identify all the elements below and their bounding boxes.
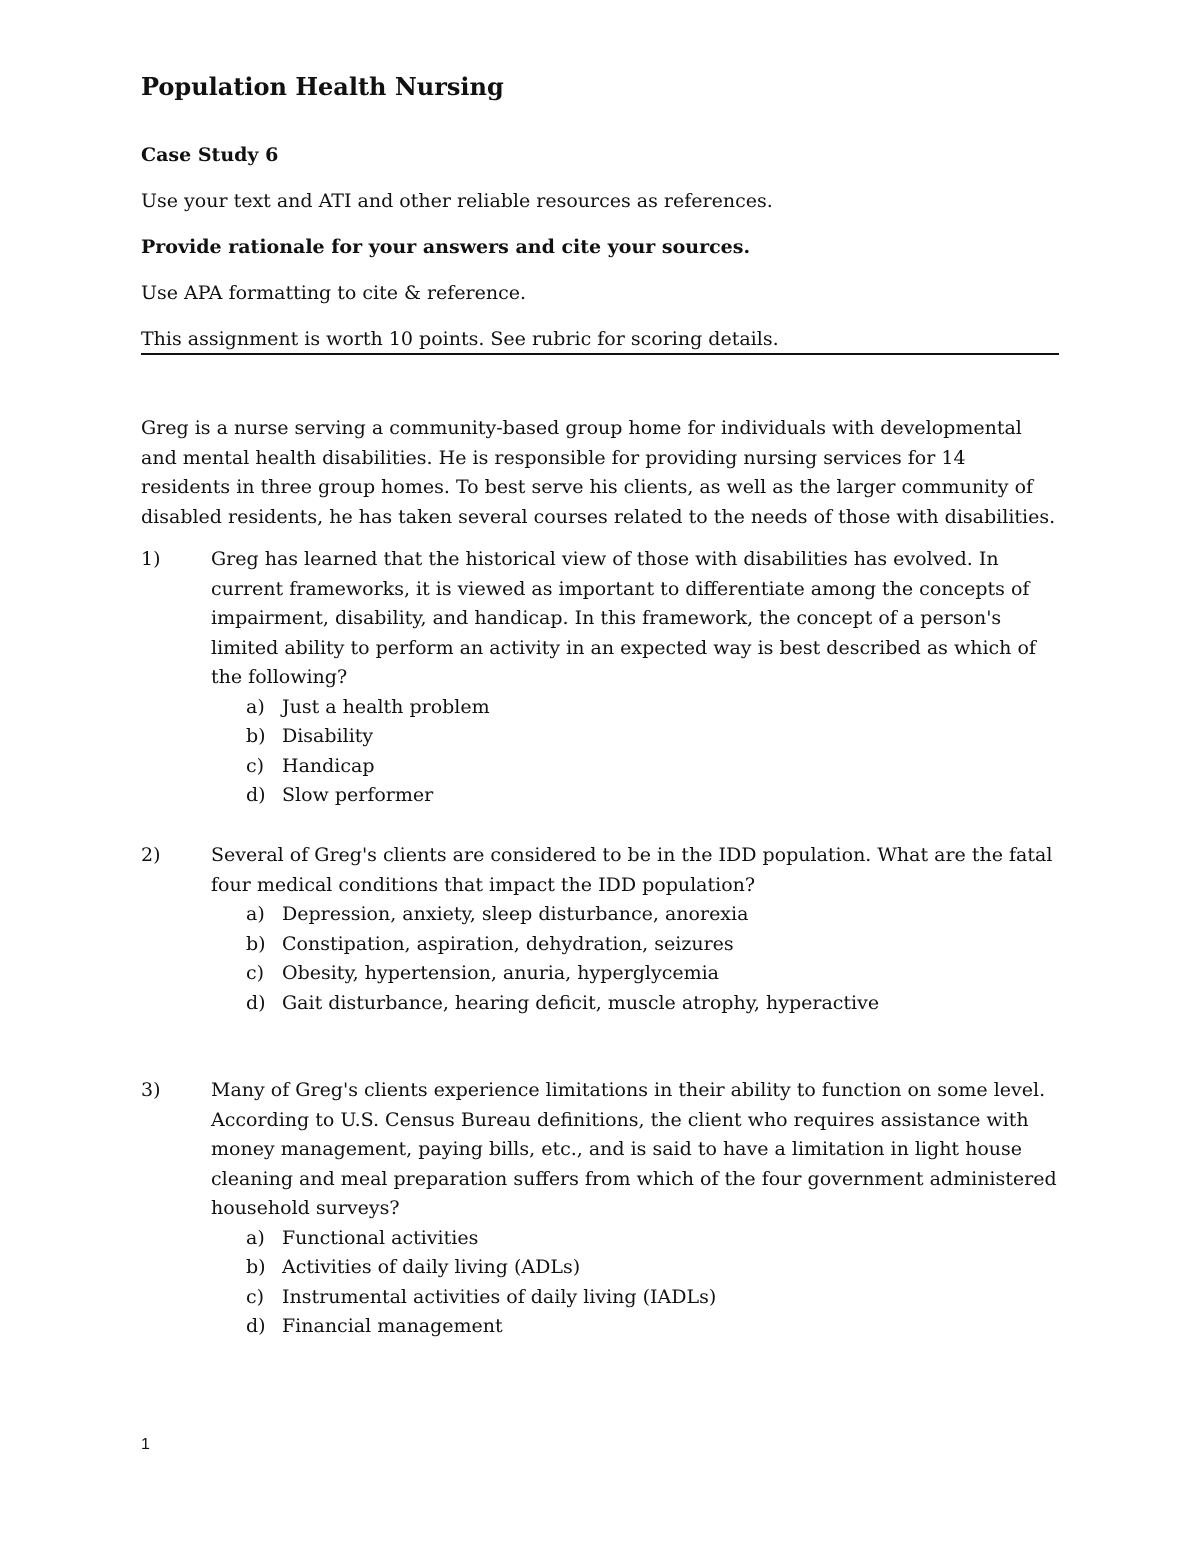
answer-options [141, 693, 1059, 811]
apa-instruction: Use APA formatting to cite & reference. [141, 282, 527, 304]
answer-option [246, 1283, 1059, 1313]
answer-option [246, 752, 1059, 782]
option-text: Financial management [282, 1315, 503, 1337]
header-divider [141, 353, 1059, 355]
case-study-label: Case Study 6 [141, 144, 279, 166]
resources-instruction: Use your text and ATI and other reliable resources as references. [141, 190, 773, 212]
answer-option [246, 959, 1059, 989]
document-title: Population Health Nursing [141, 72, 504, 101]
option-text: Depression, anxiety, sleep disturbance, anorexia [282, 903, 749, 925]
option-letter: d) [246, 1315, 266, 1337]
page-number: 1 [141, 1436, 150, 1453]
question-text: Greg has learned that the historical view of those with disabilities has evolved. In current frameworks, it is viewed as important to differentiate among the concepts of impairment, disability, and handicap. In this framework, the concept of a person's limited ability to perform an activity in an expected way is best described as which of the following? [211, 548, 1036, 688]
option-letter: b) [246, 725, 266, 747]
option-letter: a) [246, 903, 265, 925]
option-letter: b) [246, 932, 266, 955]
answer-option [246, 722, 1059, 752]
option-text: Activities of daily living (ADLs) [282, 1256, 581, 1278]
option-text: Just a health problem [282, 695, 490, 718]
answer-option [246, 1224, 1059, 1254]
option-text: Obesity, hypertension, anuria, hyperglycemia [282, 962, 719, 984]
option-text: Handicap [282, 754, 375, 777]
answer-options [141, 900, 1059, 1018]
option-letter: a) [246, 695, 265, 718]
answer-options [141, 1224, 1059, 1342]
option-letter: d) [246, 784, 266, 806]
question-3 [141, 1076, 1059, 1342]
assignment-header [141, 143, 1059, 355]
question-text: Many of Greg's clients experience limitations in their ability to function on some level. According to U.S. Census Bureau definitions, the client who requires assistance with money management, paying bills, etc., and is said to have a limitation in light house cleaning and meal preparation suffers from which of the four government administered household surveys? [211, 1079, 1057, 1219]
answer-option [246, 930, 1059, 960]
option-letter: d) [246, 991, 266, 1014]
answer-option [246, 781, 1059, 811]
answer-option [246, 1253, 1059, 1283]
option-text: Functional activities [282, 1226, 479, 1249]
question-2 [141, 841, 1059, 1018]
question-text: Several of Greg's clients are considered to be in the IDD population. What are the fatal four medical conditions that impact the IDD population? [211, 844, 1053, 896]
rationale-instruction: Provide rationale for your answers and cite your sources. [141, 236, 751, 258]
answer-option [246, 693, 1059, 723]
answer-option [246, 900, 1059, 930]
answer-option [246, 989, 1059, 1019]
option-letter: b) [246, 1256, 266, 1278]
option-text: Disability [282, 725, 374, 747]
question-1 [141, 545, 1059, 811]
option-text: Constipation, aspiration, dehydration, seizures [282, 932, 734, 955]
option-letter: c) [246, 962, 265, 984]
answer-option [246, 1312, 1059, 1342]
option-text: Instrumental activities of daily living (IADLs) [282, 1285, 717, 1308]
option-letter: c) [246, 754, 265, 777]
question-number: 3) [141, 1079, 161, 1101]
option-text: Slow performer [282, 784, 434, 806]
question-number: 1) [141, 548, 161, 570]
question-number: 2) [141, 844, 161, 866]
option-letter: a) [246, 1226, 265, 1249]
points-instruction: This assignment is worth 10 points. See rubric for scoring details. [141, 328, 779, 350]
option-text: Gait disturbance, hearing deficit, muscle atrophy, hyperactive [282, 991, 880, 1014]
option-letter: c) [246, 1285, 265, 1308]
case-intro-paragraph: Greg is a nurse serving a community-based group home for individuals with developmental and mental health disabilities. He is responsible for providing nursing services for 14 residents in three group homes. To best serve his clients, as well as the larger community of disabled residents, he has taken several courses related to the needs of those with disabilities. [141, 417, 1056, 528]
